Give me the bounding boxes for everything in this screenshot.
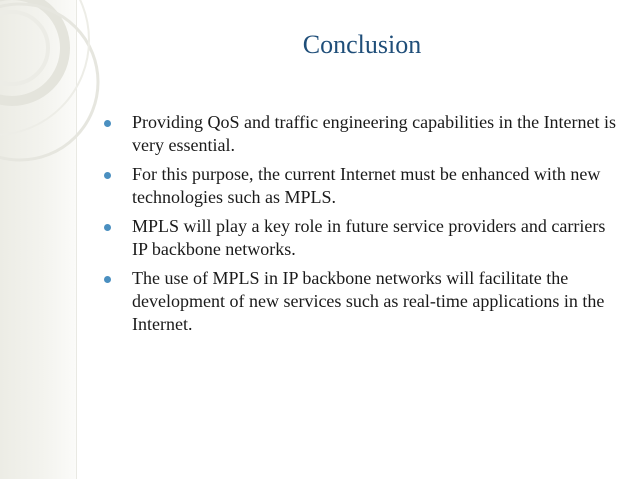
bullet-item: [103, 215, 623, 261]
bullet-text: The use of MPLS in IP backbone networks will facilitate the development of new services such as real-time applications in the Internet.: [132, 268, 605, 334]
bullet-dot-icon: [104, 276, 111, 283]
bullet-text: MPLS will play a key role in future service providers and carriers IP backbone networks.: [132, 216, 606, 259]
bullet-item: [103, 267, 623, 336]
bullet-dot-icon: [104, 224, 111, 231]
bullet-dot-icon: [104, 172, 111, 179]
bullet-item: [103, 163, 623, 209]
bullet-item: [103, 111, 623, 157]
slide-title: Conclusion: [302, 30, 422, 59]
bullet-text: Providing QoS and traffic engineering capabilities in the Internet is very essential.: [132, 112, 617, 155]
bullet-text: For this purpose, the current Internet must be enhanced with new technologies such as MPLS.: [132, 164, 601, 207]
bullet-dot-icon: [104, 120, 111, 127]
bullet-list: [103, 111, 623, 342]
